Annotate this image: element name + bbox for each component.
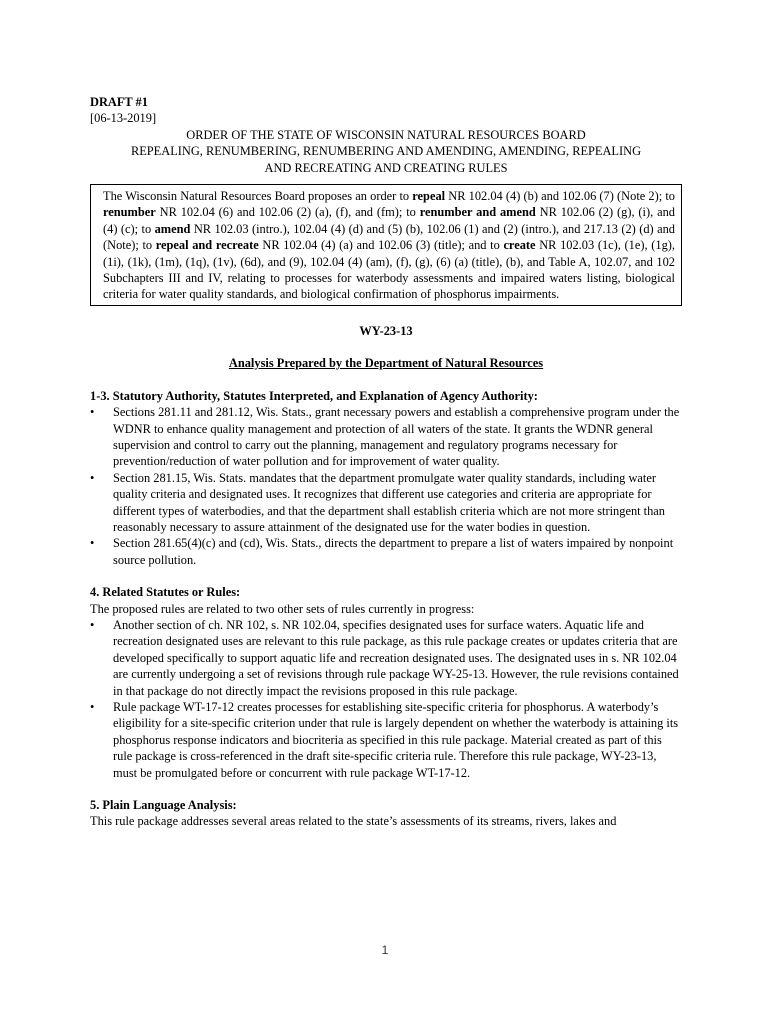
section-5-text: This rule package addresses several areas related to the state’s assessments of its streams, rivers, lakes and (90, 814, 617, 829)
list-item: • Sections 281.11 and 281.12, Wis. Stats., grant necessary powers and establish a comprehensive program under the WDNR to enhance quality management and protection of all waters of the state. It grants the WDNR general supervision and control to carry out the planning, management and regulatory programs necessary for prevention/reduction of water pollution and for improvement of water quality. (90, 405, 680, 469)
summary-box (90, 184, 682, 306)
section-4-intro: The proposed rules are related to two other sets of rules currently in progress: (90, 601, 475, 616)
draft-label: DRAFT #1 (90, 95, 148, 109)
bullet-icon: • (90, 617, 95, 632)
bullet-icon: • (90, 405, 95, 420)
section-5-title: 5. Plain Language Analysis: (90, 798, 237, 813)
section-4-title: 4. Related Statutes or Rules: (90, 585, 241, 600)
section-1-3-list (90, 404, 682, 568)
bullet-icon: • (90, 470, 95, 485)
bullet-icon: • (90, 536, 95, 551)
draft-date: [06-13-2019] (90, 111, 157, 126)
section-4-list (90, 617, 682, 781)
list-item: • Section 281.65(4)(c) and (cd), Wis. Stats., directs the department to prepare a list of waters impaired by nonpoint source pollution. (90, 536, 674, 567)
order-title (90, 127, 682, 176)
rule-id: WY-23-13 (359, 323, 413, 338)
list-item: • Section 281.15, Wis. Stats. mandates that the department promulgate water quality standards, including water quality criteria and designated uses. It recognizes that different use categories and criteria are appropriate for different types of waterbodies, and that the department shall establish criteria which are not more stringent than reasonably necessary to assure attainment of the designated use for the water bodies in question. (90, 470, 666, 534)
order-title-line: AND RECREATING AND CREATING RULES (264, 160, 508, 175)
list-item: • Rule package WT-17-12 creates processes for establishing site-specific criteria for phosphorus. A waterbody’s eligibility for a site-specific criterion under that rule is largely dependent on whether the waterbody is attaining its phosphorus response indicators and biocriteria as specified in this rule package. Material created as part of this rule package is cross-referenced in the draft site-specific criteria rule. Therefore this rule package, WY-23-13, must be promulgated before or concurrent with rule package WT-17-12. (90, 700, 679, 780)
summary-text: The Wisconsin Natural Resources Board proposes an order to repeal NR 102.04 (4) (b) and 102.06 (7) (Note 2); to renumber NR 102.04 (6) and 102.06 (2) (a), (f), and (fm); to renumber and amend NR 102.06 (2) (g), (i), and (4) (c); to amend NR 102.03 (intro.), 102.04 (4) (d) and (5) (b), 102.06 (1) and (2) (intro.), and 217.13 (2) (d) and (Note); to repeal and recreate NR 102.04 (4) (a) and 102.06 (3) (title); and to create NR 102.03 (1c), (1e), (1g), (1i), (1k), (1m), (1q), (1v), (6d), and (9), 102.04 (4) (am), (f), (g), (6) (a) (title), (b), and Table A, 102.07, and 102 Subchapters III and IV, relating to processes for waterbody assessments and impaired waters listing, biological criteria for water quality standards, and biological confirmation of phosphorus impairments. (103, 189, 676, 302)
order-title-line: REPEALING, RENUMBERING, RENUMBERING AND AMENDING, AMENDING, REPEALING (130, 144, 642, 159)
bullet-icon: • (90, 700, 95, 714)
order-title-line: ORDER OF THE STATE OF WISCONSIN NATURAL RESOURCES BOARD (186, 127, 586, 142)
list-item: • Another section of ch. NR 102, s. NR 102.04, specifies designated uses for surface waters. Aquatic life and recreation designated uses are relevant to this rule package, as this rule package creates or updates criteria that are developed specifically to support aquatic life and recreation designated uses. The designated uses in s. NR 102.04 are currently undergoing a set of revisions through rule package WY-25-13. However, the rule revisions contained in that package do not directly impact the revisions proposed in this rule package. (90, 617, 679, 698)
document-page (90, 94, 682, 830)
page-number: 1 (381, 943, 389, 957)
section-1-3-title: 1-3. Statutory Authority, Statutes Interpreted, and Explanation of Agency Authority: (90, 388, 538, 403)
analysis-heading: Analysis Prepared by the Department of Natural Resources (228, 356, 544, 371)
